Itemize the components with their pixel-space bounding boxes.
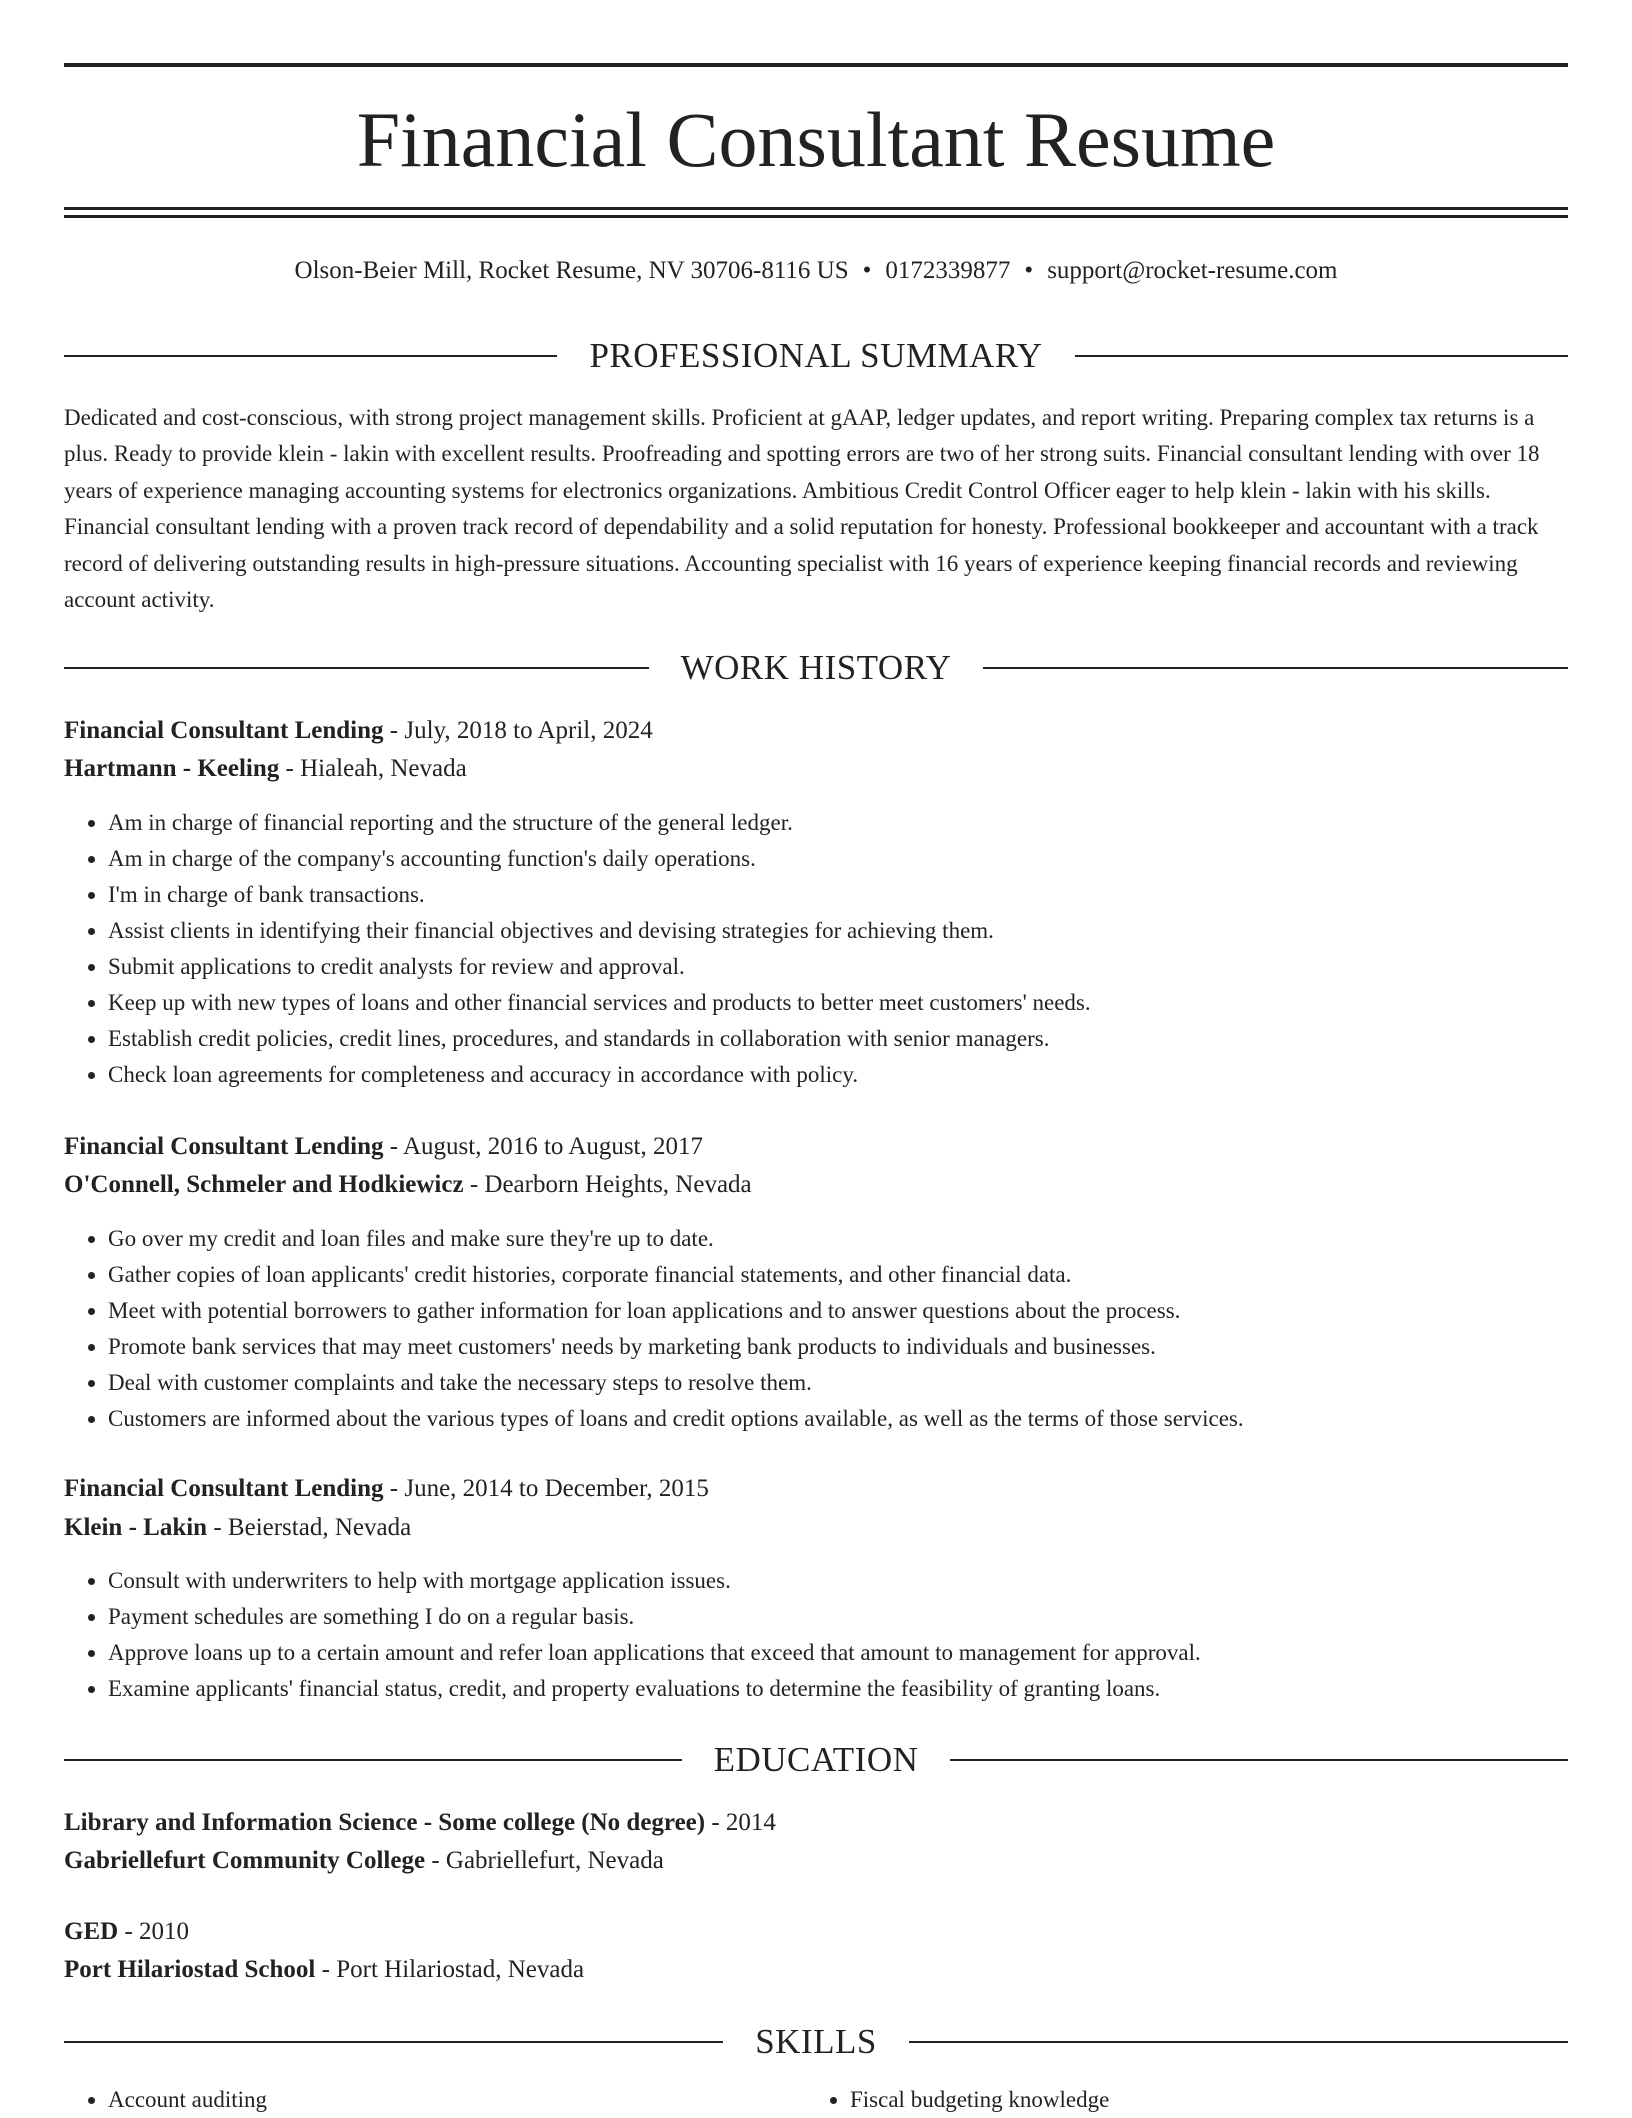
section-header-summary bbox=[64, 334, 1568, 378]
list-item: • Meet with potential borrowers to gather information for loan applications and to answer questions about the process. bbox=[108, 1293, 1612, 1329]
section-header-education bbox=[64, 1738, 1568, 1782]
job-location: - Dearborn Heights, Nevada bbox=[463, 1171, 752, 1198]
list-item: • Check loan agreements for completeness and accuracy in accordance with policy. bbox=[108, 1057, 1612, 1093]
job-title: Financial Consultant Lending bbox=[64, 717, 384, 744]
job-dates: - August, 2016 to August, 2017 bbox=[383, 1133, 704, 1160]
education-location: - Gabriellefurt, Nevada bbox=[425, 1847, 664, 1874]
education-degree: GED bbox=[64, 1918, 119, 1945]
section-header-skills bbox=[64, 2020, 1568, 2064]
contact-address: Olson-Beier Mill, Rocket Resume, NV 30706-8116 US bbox=[294, 257, 849, 284]
job-duties-list bbox=[64, 1221, 1612, 1437]
skills-list-left bbox=[64, 2082, 808, 2118]
education-year: - 2010 bbox=[118, 1918, 190, 1945]
education-school-line bbox=[64, 1953, 1568, 1987]
summary-paragraph: Dedicated and cost-conscious, with strong project management skills. Proficient at gAAP, ledger updates, and report writing. Preparing complex tax returns is a plus. Ready to provide klein - lakin with excellent results. Proofreading and spotting errors are two of her strong suits. Financial consultant lending with over 18 years of experience managing accounting systems for electronics organizations. Ambitious Credit Control Officer eager to help klein - lakin with his skills. Financial consultant lending with a proven track record of dependability and a solid reputation for honesty. Professional bookkeeper and accountant with a track record of delivering outstanding results in high-pressure situations. Accounting specialist with 16 years of experience keeping financial records and reviewing account activity. bbox=[64, 405, 1540, 613]
job-company: O'Connell, Schmeler and Hodkiewicz bbox=[64, 1171, 464, 1198]
section-title: SKILLS bbox=[755, 2022, 877, 2061]
section-rule bbox=[983, 667, 1568, 669]
job-company-line bbox=[64, 752, 1568, 786]
list-item: • Submit applications to credit analysts for review and approval. bbox=[108, 949, 1612, 985]
education-location: - Port Hilariostad, Nevada bbox=[315, 1956, 585, 1983]
education-degree-line bbox=[64, 1806, 1568, 1840]
section-rule bbox=[950, 1759, 1568, 1761]
list-item: • Deal with customer complaints and take the necessary steps to resolve them. bbox=[108, 1365, 1612, 1401]
skill-item: • Fiscal budgeting knowledge bbox=[850, 2082, 1550, 2118]
title-rule-upper bbox=[64, 207, 1568, 210]
list-item: • Examine applicants' financial status, credit, and property evaluations to determine the feasibility of granting loans. bbox=[108, 1671, 1612, 1707]
section-rule bbox=[1075, 355, 1568, 357]
list-item: • Gather copies of loan applicants' credit histories, corporate financial statements, and other financial data. bbox=[108, 1257, 1612, 1293]
job-title-line bbox=[64, 1472, 1568, 1506]
job-title-line bbox=[64, 714, 1568, 748]
education-degree: Library and Information Science - Some college (No degree) bbox=[64, 1809, 706, 1836]
list-item: • I'm in charge of bank transactions. bbox=[108, 877, 1612, 913]
job-dates: - June, 2014 to December, 2015 bbox=[383, 1475, 709, 1502]
list-item: • Keep up with new types of loans and other financial services and products to better meet customers' needs. bbox=[108, 985, 1612, 1021]
skills-list-right bbox=[806, 2082, 1550, 2118]
job-duties-list bbox=[64, 805, 1612, 1093]
list-item: • Am in charge of the company's accounting function's daily operations. bbox=[108, 841, 1612, 877]
list-item: • Establish credit policies, credit lines, procedures, and standards in collaboration with senior managers. bbox=[108, 1021, 1612, 1057]
contact-email: support@rocket-resume.com bbox=[1047, 257, 1338, 284]
section-title: EDUCATION bbox=[713, 1740, 919, 1779]
section-rule bbox=[64, 355, 557, 357]
job-company: Hartmann - Keeling bbox=[64, 755, 280, 782]
education-school: Port Hilariostad School bbox=[64, 1956, 316, 1983]
education-school-line bbox=[64, 1844, 1568, 1878]
section-rule bbox=[64, 2041, 723, 2043]
list-item: • Assist clients in identifying their financial objectives and devising strategies for achieving them. bbox=[108, 913, 1612, 949]
contact-line bbox=[64, 254, 1568, 288]
contact-separator: • bbox=[1024, 257, 1034, 284]
education-degree-line bbox=[64, 1915, 1568, 1949]
job-title-line bbox=[64, 1130, 1568, 1164]
contact-separator: • bbox=[862, 257, 872, 284]
list-item: • Approve loans up to a certain amount and refer loan applications that exceed that amount to management for approval. bbox=[108, 1635, 1612, 1671]
job-company-line bbox=[64, 1168, 1568, 1202]
job-location: - Hialeah, Nevada bbox=[279, 755, 467, 782]
job-company: Klein - Lakin bbox=[64, 1514, 208, 1541]
job-dates: - July, 2018 to April, 2024 bbox=[383, 717, 653, 744]
top-rule bbox=[64, 63, 1568, 67]
list-item: • Go over my credit and loan files and make sure they're up to date. bbox=[108, 1221, 1612, 1257]
section-header-work-history bbox=[64, 646, 1568, 690]
job-duties-list bbox=[64, 1563, 1612, 1707]
section-title: PROFESSIONAL SUMMARY bbox=[589, 336, 1043, 375]
list-item: • Am in charge of financial reporting and the structure of the general ledger. bbox=[108, 805, 1612, 841]
section-rule bbox=[909, 2041, 1568, 2043]
list-item: • Consult with underwriters to help with mortgage application issues. bbox=[108, 1563, 1612, 1599]
contact-phone: 0172339877 bbox=[885, 257, 1011, 284]
section-rule bbox=[64, 667, 649, 669]
list-item: • Payment schedules are something I do on a regular basis. bbox=[108, 1599, 1612, 1635]
section-title: WORK HISTORY bbox=[680, 648, 952, 687]
education-year: - 2014 bbox=[705, 1809, 776, 1836]
list-item: • Promote bank services that may meet customers' needs by marketing bank products to individuals and businesses. bbox=[108, 1329, 1612, 1365]
page-title: Financial Consultant Resume bbox=[356, 96, 1276, 183]
section-rule bbox=[64, 1759, 682, 1761]
job-title: Financial Consultant Lending bbox=[64, 1475, 384, 1502]
job-location: - Beierstad, Nevada bbox=[207, 1514, 412, 1541]
list-item: • Customers are informed about the various types of loans and credit options available, as well as the terms of those services. bbox=[108, 1401, 1612, 1437]
title-rule-lower bbox=[64, 215, 1568, 218]
job-company-line bbox=[64, 1511, 1568, 1545]
skill-item: • Account auditing bbox=[108, 2082, 808, 2118]
education-school: Gabriellefurt Community College bbox=[64, 1847, 426, 1874]
job-title: Financial Consultant Lending bbox=[64, 1133, 384, 1160]
